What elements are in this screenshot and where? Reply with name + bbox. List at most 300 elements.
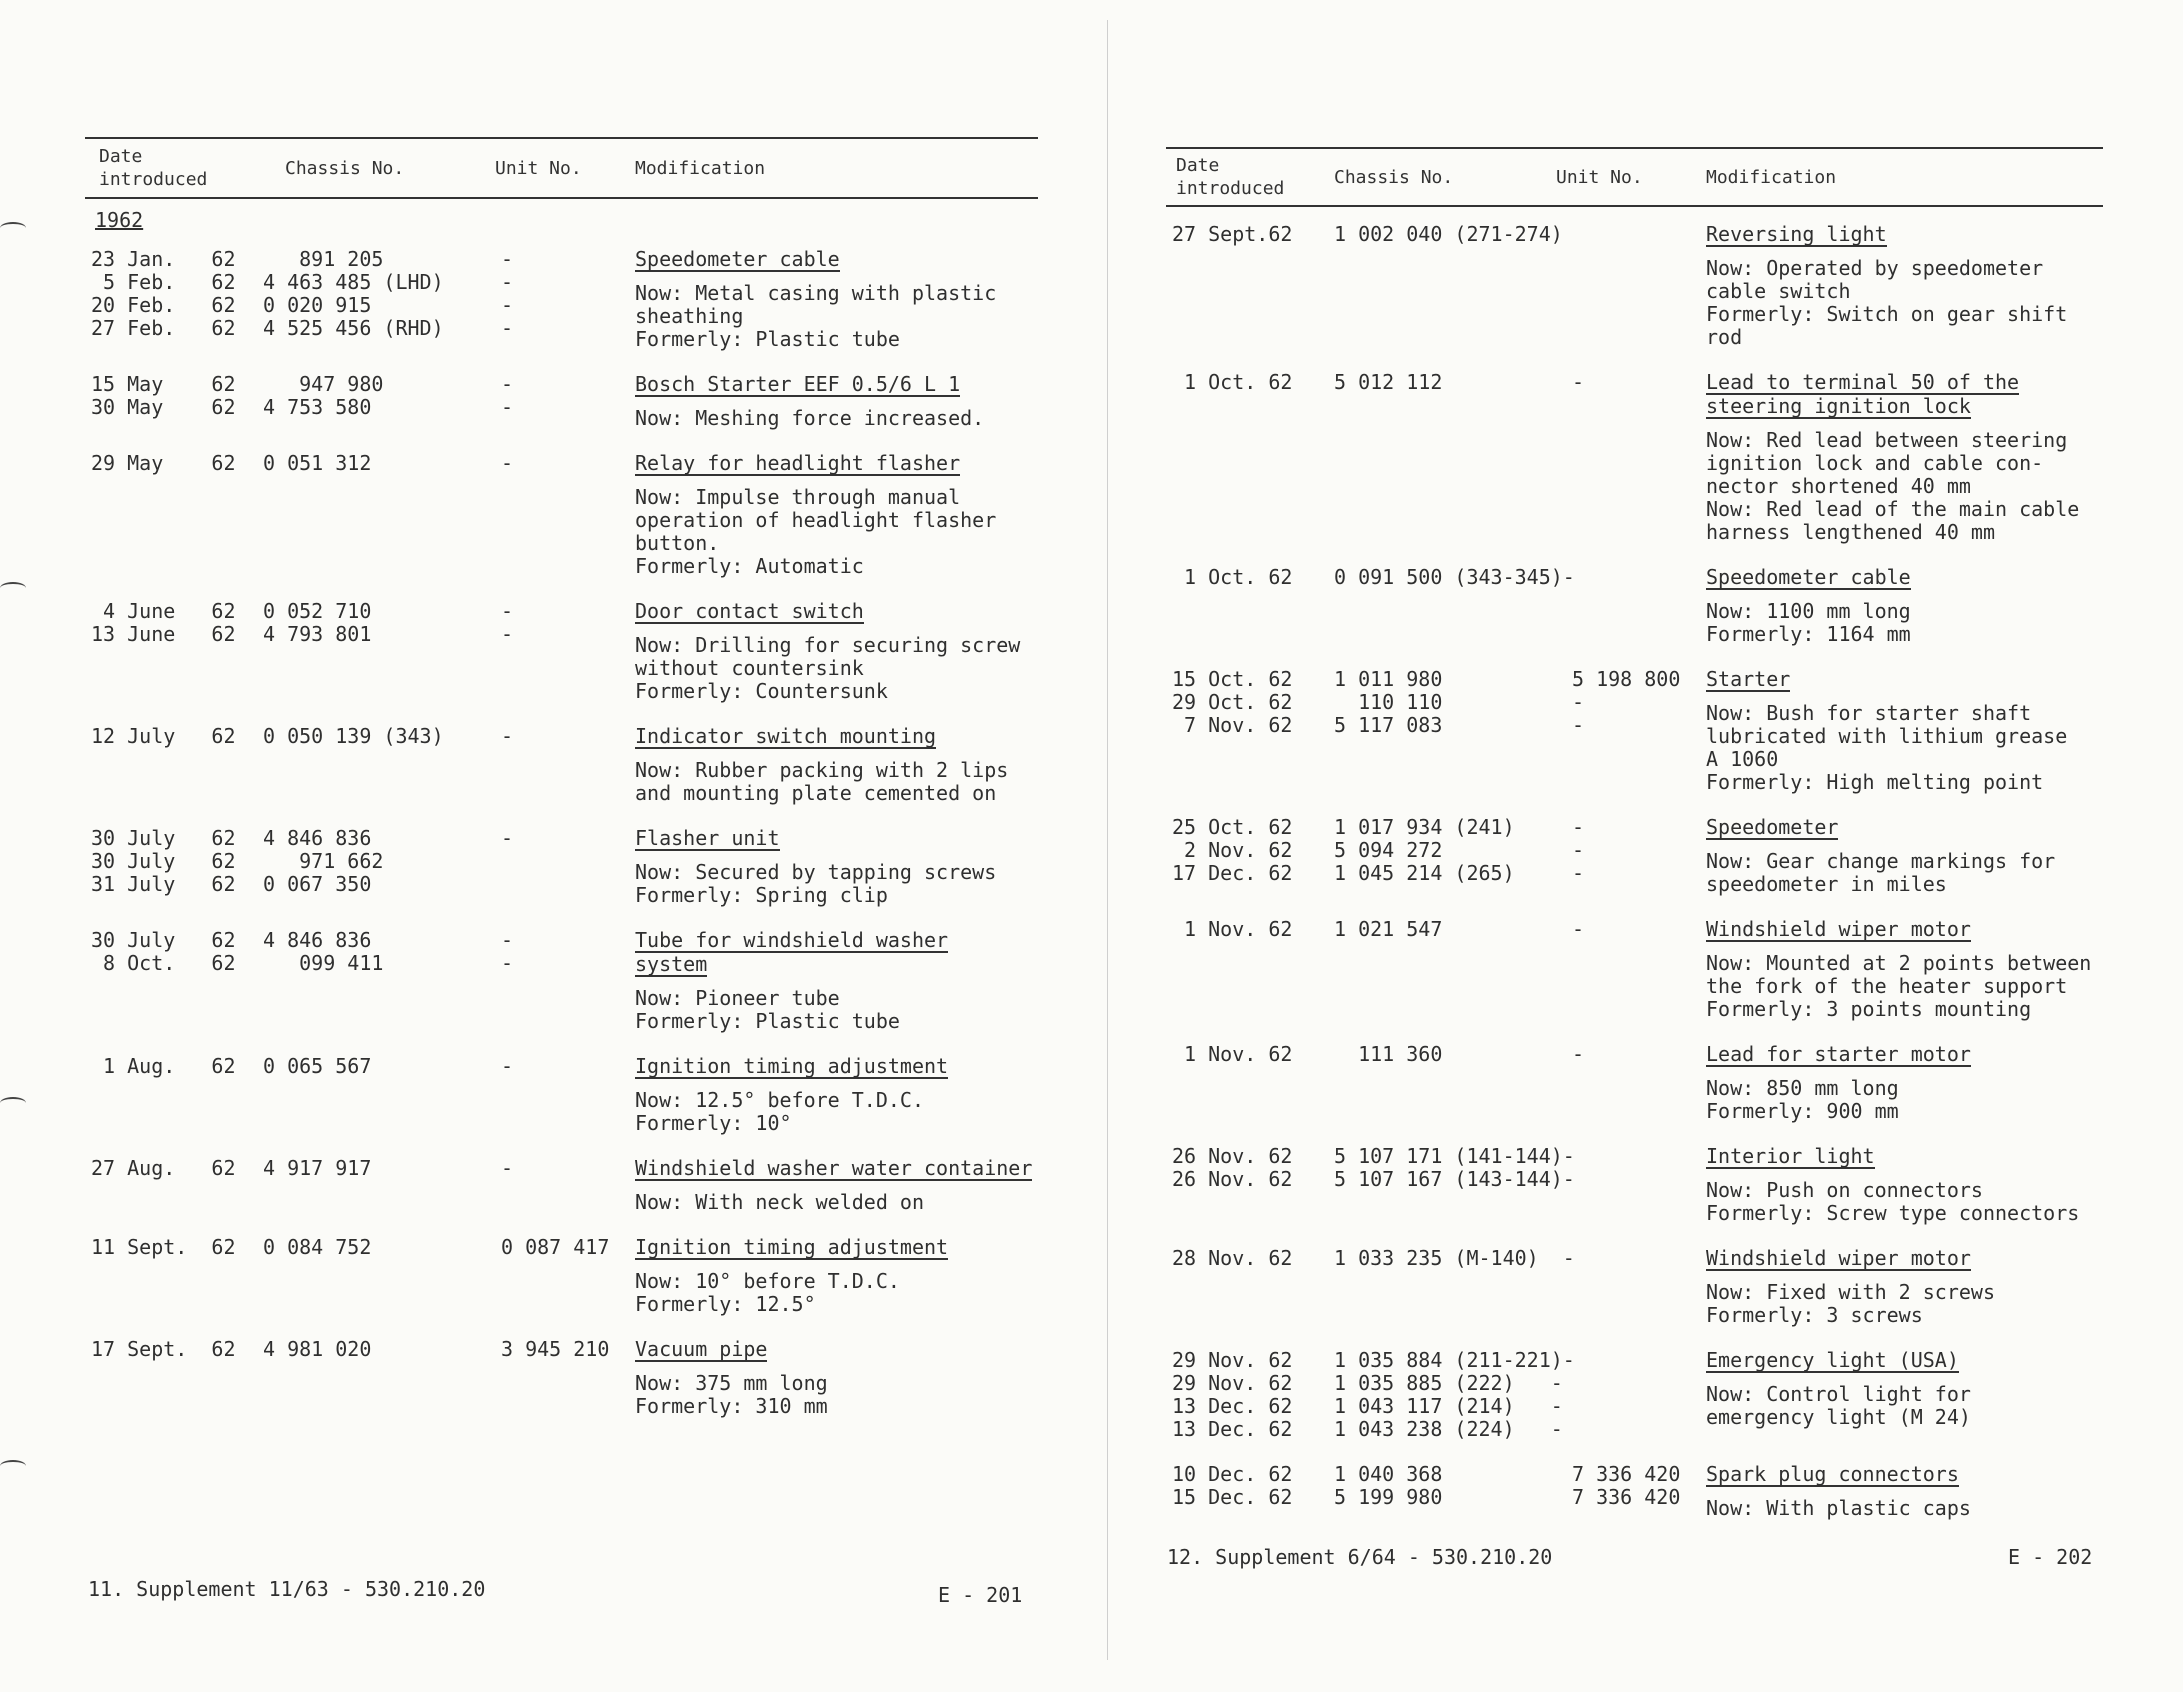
chassis-number: 0 065 567 <box>263 1054 372 1078</box>
modification-detail: Now: Pioneer tube <box>635 986 840 1010</box>
chassis-number-cell <box>255 584 475 709</box>
entry-date: 1 Nov. 62 <box>1172 917 1293 941</box>
chassis-number: 1 035 885 (222) - <box>1334 1371 1563 1395</box>
modification-cell <box>1706 1129 2103 1231</box>
modification-detail: Now: Red lead between steering <box>1706 428 2068 452</box>
binding-hole-mark <box>0 1097 26 1109</box>
modification-detail: Now: Metal casing with plastic <box>635 281 997 305</box>
entry-date-cell <box>1166 1231 1326 1333</box>
modification-title-line: system <box>635 952 708 976</box>
modification-title-line: Reversing light <box>1706 222 1887 246</box>
header-unit: Unit No. <box>1556 166 1643 188</box>
entry-date: 4 June 62 <box>91 599 236 623</box>
unit-number-cell <box>1546 1027 1706 1129</box>
modification-title-line: Windshield wiper motor <box>1706 1246 1971 1270</box>
entry-date: 27 Aug. 62 <box>91 1156 236 1180</box>
modification-title <box>635 1157 1038 1191</box>
modification-detail: Now: With plastic caps <box>1706 1496 1971 1520</box>
table-row <box>1166 1447 2103 1526</box>
table-row <box>1166 1129 2103 1231</box>
modification-title <box>1706 1463 2103 1497</box>
modification-title-line: Lead for starter motor <box>1706 1042 1971 1066</box>
right-page <box>1105 0 2183 1692</box>
modification-title-line: Bosch Starter EEF 0.5/6 L 1 <box>635 372 961 396</box>
entry-date: 29 Nov. 62 <box>1172 1348 1293 1372</box>
unit-number: - <box>1572 838 1585 862</box>
chassis-number: 111 360 <box>1334 1042 1443 1066</box>
modification-detail: Formerly: 3 points mounting <box>1706 997 2032 1021</box>
modification-title <box>1706 1043 2103 1077</box>
header-unit: Unit No. <box>495 157 582 179</box>
chassis-number-cell <box>255 1322 475 1424</box>
entry-date: 26 Nov. 62 <box>1172 1144 1293 1168</box>
entry-date: 28 Nov. 62 <box>1172 1246 1293 1270</box>
table-row <box>85 1039 1038 1141</box>
entry-date: 5 Feb. 62 <box>91 270 236 294</box>
modification-detail: without countersink <box>635 656 864 680</box>
table-header <box>85 138 1038 198</box>
modification-title <box>635 1055 1038 1089</box>
unit-number: - <box>1572 861 1585 885</box>
entry-date: 23 Jan. 62 <box>91 247 236 271</box>
table-row <box>1166 206 2103 355</box>
table-row <box>1166 652 2103 800</box>
entry-date: 7 Nov. 62 <box>1172 713 1293 737</box>
table-row <box>1166 1231 2103 1333</box>
modification-title <box>635 1338 1038 1372</box>
entry-date-cell <box>85 1141 255 1220</box>
chassis-number: 1 002 040 (271-274) <box>1334 222 1563 246</box>
unit-number: - <box>501 826 514 850</box>
header-chassis: Chassis No. <box>285 157 405 179</box>
chassis-number-cell <box>255 913 475 1039</box>
header-date: Date introduced <box>1176 155 1285 199</box>
modification-title-line: Indicator switch mounting <box>635 724 937 748</box>
unit-number: - <box>501 599 514 623</box>
chassis-number-cell <box>1326 902 1546 1027</box>
unit-number: - <box>501 247 514 271</box>
unit-number: - <box>1572 370 1585 394</box>
modification-detail: Now: 375 mm long <box>635 1371 828 1395</box>
table-row <box>85 357 1038 436</box>
unit-number: 3 945 210 <box>501 1337 610 1361</box>
footer-page-number: E - 201 <box>938 1583 1023 1607</box>
chassis-number: 971 662 <box>263 849 384 873</box>
entry-date-cell <box>1166 1027 1326 1129</box>
modification-title <box>1706 223 2103 257</box>
entry-date: 26 Nov. 62 <box>1172 1167 1293 1191</box>
chassis-number-cell <box>255 232 475 357</box>
modification-title <box>635 452 1038 486</box>
entry-date: 1 Aug. 62 <box>91 1054 236 1078</box>
unit-number-cell <box>475 436 635 584</box>
unit-number: - <box>501 1156 514 1180</box>
footer-page-number: E - 202 <box>2008 1545 2093 1569</box>
modification-detail: operation of headlight flasher <box>635 508 997 532</box>
unit-number: - <box>501 293 514 317</box>
modification-detail: Now: Push on connectors <box>1706 1178 1983 1202</box>
chassis-number: 1 035 884 (211-221)- <box>1334 1348 1575 1372</box>
entry-date: 17 Dec. 62 <box>1172 861 1293 885</box>
modification-cell <box>1706 800 2103 902</box>
unit-number: 0 087 417 <box>501 1235 610 1259</box>
entry-date-cell <box>85 811 255 913</box>
chassis-number: 1 017 934 (241) <box>1334 815 1515 839</box>
chassis-number: 099 411 <box>263 951 384 975</box>
modification-title-line: Tube for windshield washer <box>635 928 949 952</box>
entry-date-cell <box>85 436 255 584</box>
unit-number-cell <box>475 584 635 709</box>
entry-date-cell <box>1166 550 1326 652</box>
modification-detail: Now: Fixed with 2 screws <box>1706 1280 1995 1304</box>
chassis-number: 5 199 980 <box>1334 1485 1443 1509</box>
chassis-number: 4 917 917 <box>263 1156 372 1180</box>
modification-table-right <box>1166 147 2103 1526</box>
modification-detail: Now: Meshing force increased. <box>635 406 985 430</box>
chassis-number-cell <box>255 1220 475 1322</box>
modification-cell <box>1706 1447 2103 1526</box>
entry-date-cell <box>85 1039 255 1141</box>
entry-date: 13 June 62 <box>91 622 236 646</box>
chassis-number: 1 033 235 (M-140) - <box>1334 1246 1575 1270</box>
chassis-number-cell <box>255 1141 475 1220</box>
entry-date-cell <box>85 357 255 436</box>
modification-title <box>635 373 1038 407</box>
unit-number: - <box>1572 917 1585 941</box>
entry-date: 17 Sept. 62 <box>91 1337 236 1361</box>
modification-title-line: Relay for headlight flasher <box>635 451 961 475</box>
chassis-number-cell <box>1326 355 1546 550</box>
entry-date: 2 Nov. 62 <box>1172 838 1293 862</box>
entry-date: 25 Oct. 62 <box>1172 815 1293 839</box>
modification-detail: and mounting plate cemented on <box>635 781 997 805</box>
modification-detail: Now: 1100 mm long <box>1706 599 1911 623</box>
modification-detail: the fork of the heater support <box>1706 974 2068 998</box>
entry-date-cell <box>85 232 255 357</box>
modification-detail: Formerly: 12.5° <box>635 1292 816 1316</box>
table-row <box>85 436 1038 584</box>
chassis-number: 1 045 214 (265) <box>1334 861 1515 885</box>
modification-title-line: Starter <box>1706 667 1791 691</box>
modification-title-line: Interior light <box>1706 1144 1875 1168</box>
entry-date: 27 Sept.62 <box>1172 222 1293 246</box>
entry-date: 20 Feb. 62 <box>91 293 236 317</box>
modification-detail: Now: Gear change markings for <box>1706 849 2056 873</box>
modification-title-line: Door contact switch <box>635 599 864 623</box>
chassis-number-cell <box>255 357 475 436</box>
entry-date: 31 July 62 <box>91 872 236 896</box>
unit-number-cell <box>475 1322 635 1424</box>
chassis-number: 5 117 083 <box>1334 713 1443 737</box>
entry-date-cell <box>1166 902 1326 1027</box>
entry-date: 1 Oct. 62 <box>1172 565 1293 589</box>
modification-detail: sheathing <box>635 304 744 328</box>
modification-detail: Formerly: Countersunk <box>635 679 888 703</box>
modification-detail: Now: 850 mm long <box>1706 1076 1899 1100</box>
modification-title <box>635 600 1038 634</box>
entry-date: 15 Oct. 62 <box>1172 667 1293 691</box>
modification-detail: Now: With neck welded on <box>635 1190 924 1214</box>
chassis-number: 1 011 980 <box>1334 667 1443 691</box>
unit-number: - <box>501 928 514 952</box>
modification-detail: Now: Bush for starter shaft <box>1706 701 2032 725</box>
entry-date-cell <box>1166 355 1326 550</box>
modification-detail: Formerly: 10° <box>635 1111 792 1135</box>
modification-table-left <box>85 137 1038 1424</box>
chassis-number-cell <box>255 709 475 811</box>
modification-detail: Formerly: Screw type connectors <box>1706 1201 2080 1225</box>
table-row <box>1166 902 2103 1027</box>
modification-detail: button. <box>635 531 720 555</box>
unit-number: - <box>501 316 514 340</box>
entry-date-cell <box>85 1322 255 1424</box>
unit-number-cell <box>1546 206 1706 355</box>
chassis-number-cell <box>1326 1333 1575 1447</box>
modification-cell <box>1706 902 2103 1027</box>
modification-title-line: Speedometer cable <box>1706 565 1911 589</box>
unit-number: - <box>1572 815 1585 839</box>
entry-date: 1 Oct. 62 <box>1172 370 1293 394</box>
chassis-number: 4 525 456 (RHD) <box>263 316 444 340</box>
chassis-number: 891 205 <box>263 247 384 271</box>
modification-detail: A 1060 <box>1706 747 1779 771</box>
modification-detail: rod <box>1706 325 1743 349</box>
chassis-number: 4 981 020 <box>263 1337 372 1361</box>
modification-detail: Formerly: Switch on gear shift <box>1706 302 2068 326</box>
modification-detail: Now: Drilling for securing screw <box>635 633 1021 657</box>
unit-number: - <box>1572 690 1585 714</box>
table-row <box>85 811 1038 913</box>
modification-title <box>1706 1145 2103 1179</box>
table-row <box>85 232 1038 357</box>
modification-detail: Now: 12.5° before T.D.C. <box>635 1088 924 1112</box>
entry-date: 29 Oct. 62 <box>1172 690 1293 714</box>
unit-number: 7 336 420 <box>1572 1462 1681 1486</box>
unit-number: - <box>501 372 514 396</box>
modification-title-line: Ignition timing adjustment <box>635 1235 949 1259</box>
chassis-number-cell <box>1326 1027 1546 1129</box>
unit-number-cell <box>475 357 635 436</box>
entry-date-cell <box>1166 206 1326 355</box>
table-header <box>1166 148 2103 206</box>
unit-number: - <box>501 451 514 475</box>
entry-date: 30 July 62 <box>91 826 236 850</box>
unit-number-cell <box>475 1039 635 1141</box>
modification-cell <box>1706 1027 2103 1129</box>
entry-date-cell <box>85 584 255 709</box>
entry-date-cell <box>1166 652 1326 800</box>
modification-detail: Now: Impulse through manual <box>635 485 961 509</box>
entry-date: 29 Nov. 62 <box>1172 1371 1293 1395</box>
table-row <box>85 913 1038 1039</box>
modification-title <box>1706 816 2103 850</box>
unit-number-cell <box>1546 652 1706 800</box>
modification-cell <box>635 1220 1038 1322</box>
entry-date: 13 Dec. 62 <box>1172 1417 1293 1441</box>
chassis-number: 1 043 117 (214) - <box>1334 1394 1563 1418</box>
unit-number-cell <box>1546 355 1706 550</box>
modification-detail: Now: Red lead of the main cable <box>1706 497 2080 521</box>
modification-detail: lubricated with lithium grease <box>1706 724 2068 748</box>
modification-detail: Formerly: 310 mm <box>635 1394 828 1418</box>
chassis-number: 4 846 836 <box>263 928 372 952</box>
entry-date: 12 July 62 <box>91 724 236 748</box>
modification-detail: Formerly: Plastic tube <box>635 327 900 351</box>
entry-date-cell <box>85 913 255 1039</box>
modification-detail: emergency light (M 24) <box>1706 1405 1971 1429</box>
entry-date-cell <box>85 709 255 811</box>
table-row <box>1166 800 2103 902</box>
table-row <box>85 1322 1038 1424</box>
chassis-number-cell <box>1326 206 1563 355</box>
modification-title-line: Flasher unit <box>635 826 780 850</box>
unit-number-cell <box>475 1141 635 1220</box>
modification-cell <box>1706 550 2103 652</box>
chassis-number: 110 110 <box>1334 690 1443 714</box>
entry-date-cell <box>1166 800 1326 902</box>
modification-detail: harness lengthened 40 mm <box>1706 520 1995 544</box>
unit-number-cell <box>475 1220 635 1322</box>
modification-detail: ignition lock and cable con- <box>1706 451 2044 475</box>
modification-title <box>635 248 1038 282</box>
modification-cell <box>635 913 1038 1039</box>
modification-cell <box>635 1039 1038 1141</box>
entry-date: 30 July 62 <box>91 928 236 952</box>
header-modification: Modification <box>1706 166 1837 188</box>
modification-title <box>1706 371 2103 429</box>
unit-number-cell <box>475 709 635 811</box>
chassis-number: 0 051 312 <box>263 451 372 475</box>
modification-cell <box>635 811 1038 913</box>
modification-detail: Now: 10° before T.D.C. <box>635 1269 900 1293</box>
modification-title-line: Lead to terminal 50 of the <box>1706 370 2020 394</box>
unit-number: 5 198 800 <box>1572 667 1681 691</box>
chassis-number-cell <box>1326 1129 1575 1231</box>
chassis-number: 5 094 272 <box>1334 838 1443 862</box>
unit-number: - <box>501 270 514 294</box>
table-row <box>1166 1027 2103 1129</box>
modification-title <box>1706 1349 2103 1383</box>
modification-detail: speedometer in miles <box>1706 872 1947 896</box>
unit-number: - <box>1572 1042 1585 1066</box>
modification-detail: Formerly: Automatic <box>635 554 864 578</box>
chassis-number: 4 463 485 (LHD) <box>263 270 444 294</box>
modification-cell <box>635 436 1038 584</box>
chassis-number: 4 753 580 <box>263 395 372 419</box>
modification-detail: Now: Control light for <box>1706 1382 1971 1406</box>
table-row <box>1166 550 2103 652</box>
binding-hole-mark <box>0 582 26 594</box>
modification-detail: Now: Rubber packing with 2 lips <box>635 758 1009 782</box>
year-label: 1962 <box>95 208 144 232</box>
modification-title-line: Speedometer cable <box>635 247 840 271</box>
entry-date-cell <box>85 1220 255 1322</box>
unit-number-cell <box>475 913 635 1039</box>
chassis-number: 0 084 752 <box>263 1235 372 1259</box>
unit-number: - <box>501 622 514 646</box>
modification-cell <box>1706 1333 2103 1447</box>
entry-date: 8 Oct. 62 <box>91 951 236 975</box>
modification-cell <box>1706 206 2103 355</box>
entry-date: 29 May 62 <box>91 451 236 475</box>
header-date: Date introduced <box>99 146 208 190</box>
header-modification: Modification <box>635 157 766 179</box>
entry-date: 30 May 62 <box>91 395 236 419</box>
table-row <box>1166 355 2103 550</box>
modification-title-line: steering ignition lock <box>1706 394 1971 418</box>
chassis-number-cell <box>1326 1447 1546 1526</box>
chassis-number-cell <box>1326 652 1546 800</box>
modification-detail: Now: Secured by tapping screws <box>635 860 997 884</box>
chassis-number: 1 043 238 (224) - <box>1334 1417 1563 1441</box>
modification-cell <box>1706 355 2103 550</box>
chassis-number: 4 846 836 <box>263 826 372 850</box>
modification-title <box>1706 566 2103 600</box>
chassis-number: 0 052 710 <box>263 599 372 623</box>
chassis-number: 0 091 500 (343-345)- <box>1334 565 1575 589</box>
chassis-number: 5 012 112 <box>1334 370 1443 394</box>
chassis-number: 1 040 368 <box>1334 1462 1443 1486</box>
modification-title-line: Ignition timing adjustment <box>635 1054 949 1078</box>
modification-detail: Formerly: 3 screws <box>1706 1303 1923 1327</box>
unit-number: - <box>501 1054 514 1078</box>
modification-title-line: Windshield wiper motor <box>1706 917 1971 941</box>
entry-date: 1 Nov. 62 <box>1172 1042 1293 1066</box>
header-chassis: Chassis No. <box>1334 166 1454 188</box>
table-row <box>85 584 1038 709</box>
modification-title <box>635 1236 1038 1270</box>
modification-title-line: Spark plug connectors <box>1706 1462 1959 1486</box>
unit-number-cell <box>475 811 635 913</box>
modification-detail: Formerly: 1164 mm <box>1706 622 1911 646</box>
unit-number: - <box>1572 713 1585 737</box>
unit-number: 7 336 420 <box>1572 1485 1681 1509</box>
unit-number: - <box>501 395 514 419</box>
binding-hole-mark <box>0 222 26 234</box>
unit-number: - <box>501 951 514 975</box>
modification-title <box>635 725 1038 759</box>
chassis-number: 947 980 <box>263 372 384 396</box>
modification-cell <box>635 232 1038 357</box>
chassis-number: 1 021 547 <box>1334 917 1443 941</box>
footer-supplement: 11. Supplement 11/63 - 530.210.20 <box>88 1577 486 1601</box>
modification-title <box>1706 668 2103 702</box>
table-row <box>85 1141 1038 1220</box>
modification-title <box>635 827 1038 861</box>
modification-cell <box>635 1322 1038 1424</box>
unit-number-cell <box>1546 1447 1706 1526</box>
entry-date: 30 July 62 <box>91 849 236 873</box>
chassis-number: 5 107 167 (143-144)- <box>1334 1167 1575 1191</box>
chassis-number-cell <box>1326 550 1575 652</box>
modification-cell <box>635 1141 1038 1220</box>
entry-date: 11 Sept. 62 <box>91 1235 236 1259</box>
chassis-number-cell <box>1326 800 1546 902</box>
entry-date: 13 Dec. 62 <box>1172 1394 1293 1418</box>
modification-title-line: Vacuum pipe <box>635 1337 768 1361</box>
entry-date-cell <box>1166 1447 1326 1526</box>
modification-detail: cable switch <box>1706 279 1851 303</box>
entry-date: 15 Dec. 62 <box>1172 1485 1293 1509</box>
modification-detail: Formerly: High melting point <box>1706 770 2044 794</box>
chassis-number: 0 050 139 (343) <box>263 724 444 748</box>
modification-detail: Now: Operated by speedometer <box>1706 256 2044 280</box>
entry-date: 15 May 62 <box>91 372 236 396</box>
chassis-number-cell <box>255 1039 475 1141</box>
modification-title-line: Speedometer <box>1706 815 1839 839</box>
chassis-number-cell <box>255 811 475 913</box>
modification-detail: nector shortened 40 mm <box>1706 474 1971 498</box>
